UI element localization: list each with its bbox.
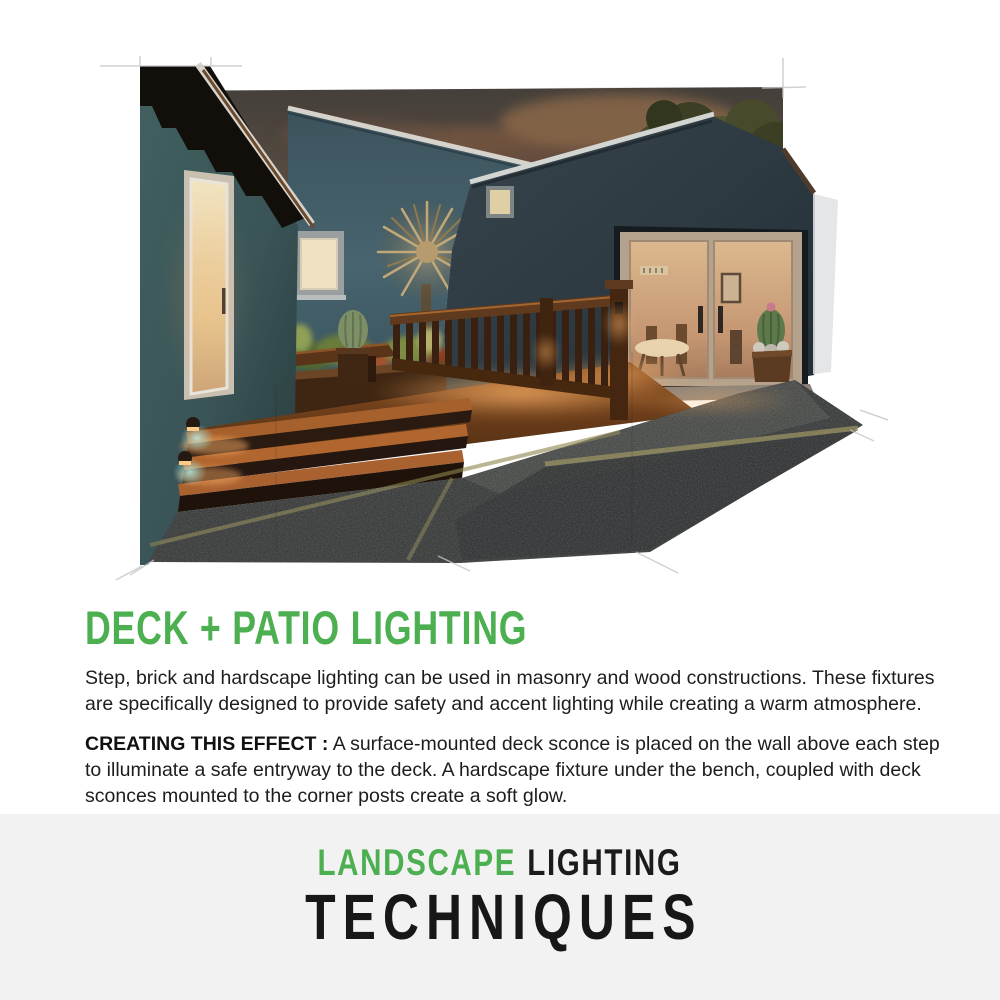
small-cactus — [336, 310, 370, 386]
brand-line1 — [0, 844, 1000, 881]
effect-paragraph-text: A surface-mounted deck sconce is placed on the wall above each step to illuminate a safe entryway to the deck. A hardscape fixture under the bench, coupled with deck sconces mounted to the corner posts create a soft glow. — [85, 733, 940, 807]
brand-line2 — [0, 881, 1000, 953]
description-section — [85, 601, 953, 823]
brand-word-landscape: LANDSCAPE — [317, 842, 517, 883]
side-panel — [814, 194, 838, 374]
cactus-flower — [767, 303, 776, 312]
effect-paragraph-lead: CREATING THIS EFFECT : — [85, 733, 329, 755]
page-title — [85, 601, 953, 654]
brand-word-lighting: LIGHTING — [527, 842, 682, 883]
brand-word-techniques: TECHNIQUES — [304, 881, 703, 953]
effect-paragraph — [85, 731, 953, 809]
clerestory-window — [486, 186, 514, 218]
door-handle — [718, 306, 723, 333]
middle-window — [292, 231, 346, 300]
intro-paragraph: Step, brick and hardscape lighting can be used in masonry and wood constructions. These fixtures are specifically designed to provide safety and accent lighting while creating a warm atmosphere. — [85, 667, 935, 715]
brand-footer — [0, 814, 1000, 1000]
page-title-text: DECK + PATIO LIGHTING — [85, 601, 528, 654]
door-handle — [698, 306, 703, 333]
